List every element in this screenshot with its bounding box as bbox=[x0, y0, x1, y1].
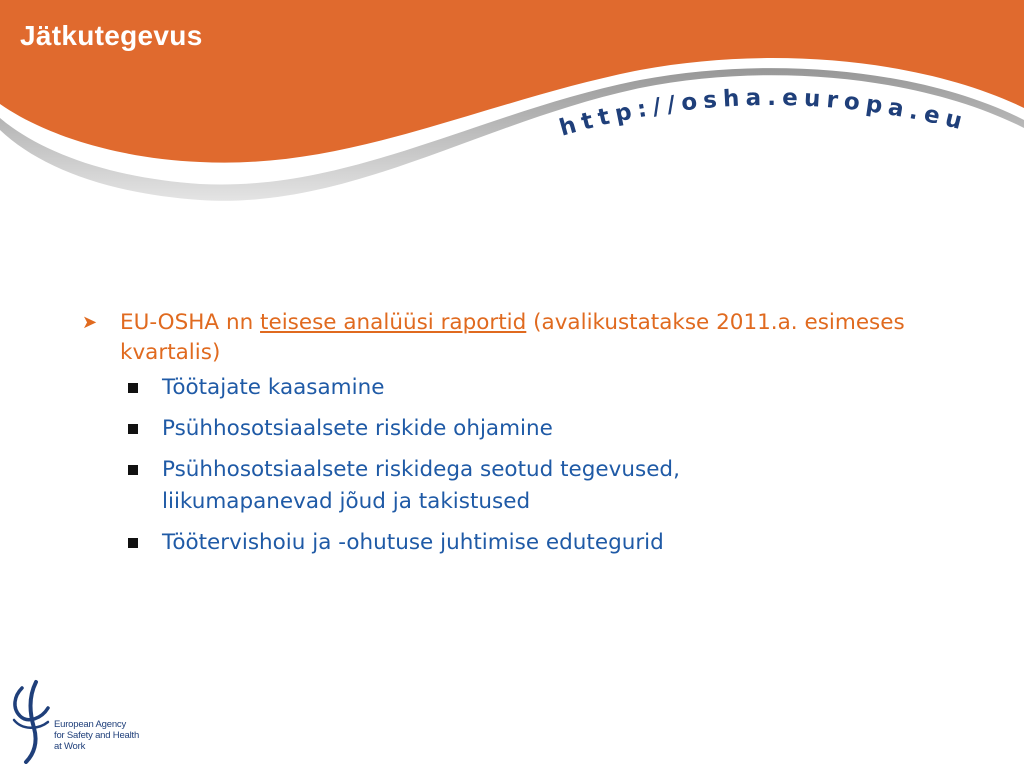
list-item bbox=[128, 372, 980, 404]
list-item-text: Töötervishoiu ja -ohutuse juhtimise edutegurid bbox=[162, 530, 664, 555]
arrow-bullet-icon: ➤ bbox=[82, 312, 98, 333]
slide-title: Jätkutegevus bbox=[20, 20, 203, 51]
main-prefix: EU-OSHA nn bbox=[120, 310, 261, 335]
sub-bullet-list bbox=[128, 372, 980, 559]
list-item bbox=[128, 454, 980, 518]
list-item bbox=[128, 527, 980, 559]
slide-content bbox=[80, 308, 980, 568]
list-item bbox=[128, 413, 980, 445]
logo-line: at Work bbox=[54, 741, 86, 752]
square-bullet-icon bbox=[128, 424, 138, 434]
square-bullet-icon bbox=[128, 538, 138, 548]
list-item-text: Psühhosotsiaalsete riskidega seotud tegevused, liikumapanevad jõud ja takistused bbox=[162, 457, 680, 514]
logo-line: European Agency bbox=[54, 719, 127, 730]
logo-line: for Safety and Health bbox=[54, 730, 140, 741]
square-bullet-icon bbox=[128, 383, 138, 393]
report-link[interactable]: teisese analüüsi raportid bbox=[260, 310, 527, 335]
main-bullet-text bbox=[120, 308, 980, 368]
main-bullet-item bbox=[80, 308, 980, 368]
header-url: http://osha.europa.eu bbox=[556, 84, 971, 142]
main-suffix: (avalikustatakse 2011.a. esimeses kvartalis) bbox=[120, 310, 905, 365]
list-item-text: Töötajate kaasamine bbox=[162, 375, 385, 400]
list-item-text: Psühhosotsiaalsete riskide ohjamine bbox=[162, 416, 553, 441]
square-bullet-icon bbox=[128, 465, 138, 475]
logo-wordmark bbox=[54, 719, 139, 752]
